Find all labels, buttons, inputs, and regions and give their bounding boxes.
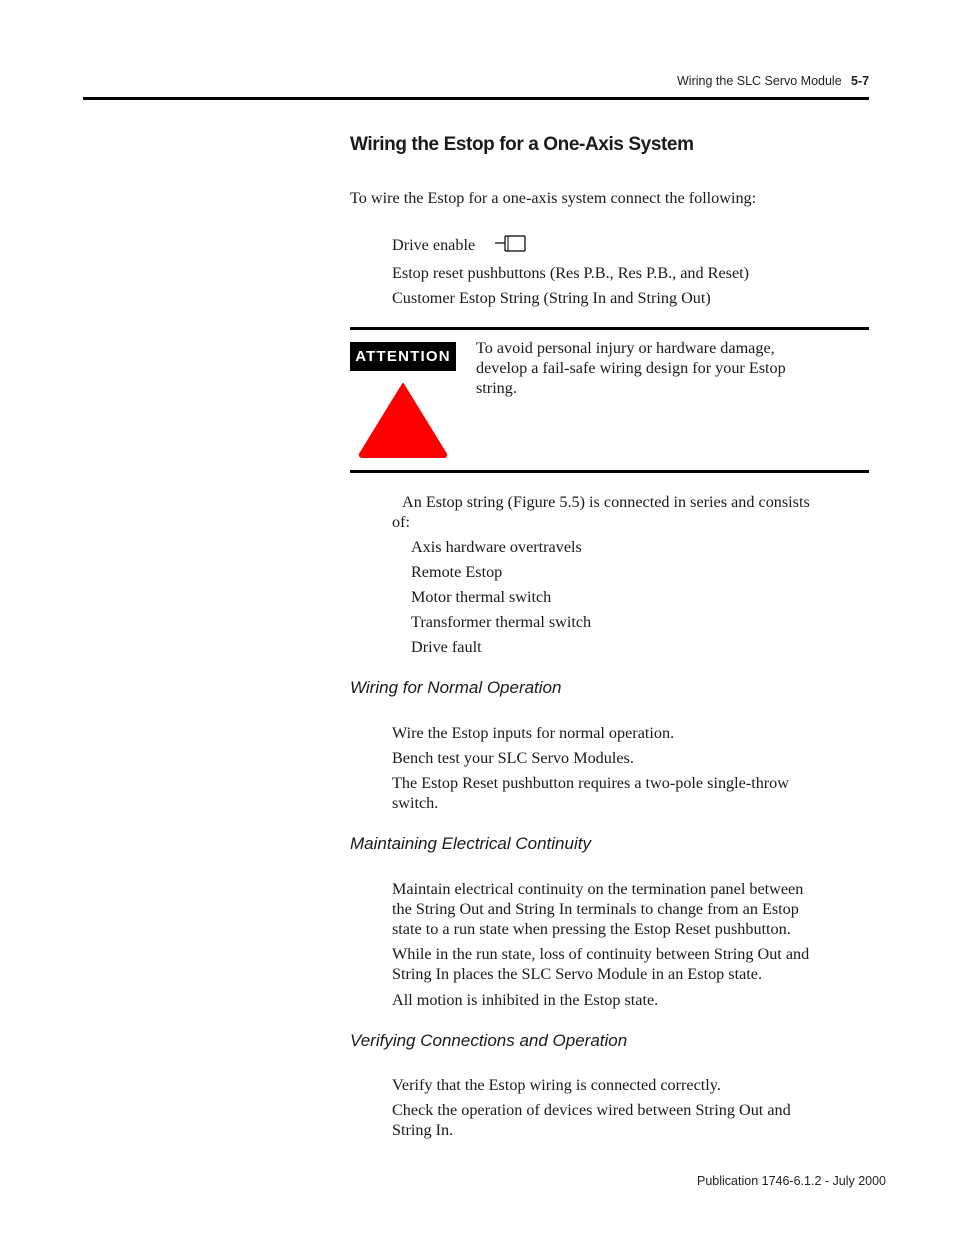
list-item: Transformer thermal switch — [411, 613, 592, 631]
estop-item-list — [411, 537, 591, 662]
subheading-continuity: Maintaining Electrical Continuity — [350, 834, 591, 853]
section-title: Wiring the Estop for a One-Axis System — [350, 134, 694, 155]
intro-text: To wire the Estop for a one-axis system connect the following: — [350, 189, 757, 207]
connect-item-customer-string: Customer Estop String (String In and String Out) — [392, 289, 711, 307]
list-item: Remote Estop — [411, 563, 503, 581]
text-line: Check the operation of devices wired between String Out and — [392, 1101, 791, 1119]
attention-badge: ATTENTION — [350, 342, 456, 371]
text-line: The Estop Reset pushbutton requires a two-pole single-throw — [392, 774, 789, 792]
connect-item-label: Drive enable — [392, 236, 476, 254]
drive-enable-symbol-icon — [494, 233, 528, 253]
header-section: Wiring the SLC Servo Module — [677, 74, 842, 88]
list-item: Axis hardware overtravels — [411, 538, 582, 556]
attention-top-rule — [350, 327, 869, 330]
text-line: Maintain electrical continuity on the termination panel between — [392, 880, 804, 898]
publication-footer: Publication 1746-6.1.2 - July 2000 — [697, 1174, 887, 1188]
verify-p2 — [392, 1100, 791, 1140]
text-line: String In places the SLC Servo Module in an Estop state. — [392, 965, 763, 983]
estop-intro-line: of: — [392, 513, 410, 531]
normal-p1: Wire the Estop inputs for normal operation. — [392, 724, 675, 742]
attention-bottom-rule — [350, 470, 869, 473]
text-line: the String Out and String In terminals to change from an Estop — [392, 900, 799, 918]
connect-item-drive-enable — [392, 235, 475, 255]
subheading-verify: Verifying Connections and Operation — [350, 1031, 628, 1050]
attention-text — [476, 338, 866, 398]
verify-p1: Verify that the Estop wiring is connected correctly. — [392, 1076, 721, 1094]
estop-string-intro — [392, 492, 872, 532]
text-line: String In. — [392, 1121, 454, 1139]
warning-triangle-icon — [356, 380, 450, 460]
attention-line: develop a fail-safe wiring design for your Estop — [476, 359, 786, 377]
normal-p3 — [392, 773, 789, 813]
header-rule — [83, 97, 869, 100]
attention-line: string. — [476, 379, 517, 397]
text-line: switch. — [392, 794, 439, 812]
estop-intro-line: An Estop string (Figure 5.5) is connected in series and consists — [402, 493, 810, 511]
page-number: 5-7 — [851, 74, 870, 88]
subheading-normal-operation: Wiring for Normal Operation — [350, 678, 562, 697]
continuity-p1 — [392, 879, 803, 939]
list-item: Drive fault — [411, 638, 482, 656]
continuity-p2 — [392, 944, 809, 984]
running-header — [677, 74, 842, 88]
list-item: Motor thermal switch — [411, 588, 552, 606]
text-line: While in the run state, loss of continuity between String Out and — [392, 945, 810, 963]
text-line: state to a run state when pressing the Estop Reset pushbutton. — [392, 920, 791, 938]
attention-line: To avoid personal injury or hardware damage, — [476, 339, 775, 357]
continuity-p3: All motion is inhibited in the Estop state. — [392, 991, 659, 1009]
normal-p2: Bench test your SLC Servo Modules. — [392, 749, 634, 767]
connect-item-estop-reset: Estop reset pushbuttons (Res P.B., Res P.B., and Reset) — [392, 264, 750, 282]
